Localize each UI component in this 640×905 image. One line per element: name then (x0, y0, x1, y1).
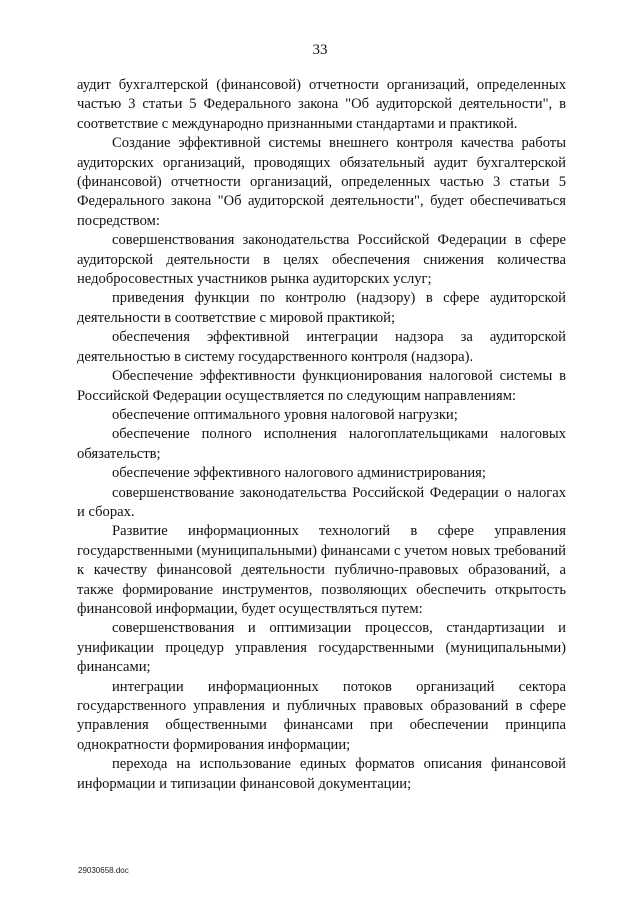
paragraph: интеграции информационных потоков организаций сектора государственного управления и публичных правовых образований в сфере управления общественными финансами при обеспечении принципа однократности формирования информации; (77, 678, 566, 753)
paragraph: обеспечение эффективного налогового администрирования; (112, 465, 486, 482)
file-name-footer: 29030658.doc (78, 866, 129, 875)
paragraph: Создание эффективной системы внешнего контроля качества работы аудиторских организаций, проводящих обязательный аудит бухгалтерской (финансовой) отчетности организаций, определенных частью 3 статьи 5 Федерального закона "Об аудиторской деятельности", будет обеспечиваться посредством: (77, 135, 566, 229)
paragraph: Развитие информационных технологий в сфере управления государственными (муниципальными) финансами с учетом новых требований к качеству финансовой деятельности публично-правовых образований, а также формирование инструментов, позволяющих обеспечить открытость финансовой информации, будет осуществляться путем: (77, 523, 566, 617)
paragraph: аудит бухгалтерской (финансовой) отчетности организаций, определенных частью 3 статьи 5 Федерального закона "Об аудиторской деятельности", в соответствие с международно признанными стандартами и практикой. (77, 77, 566, 132)
document-body (77, 76, 566, 794)
paragraph: совершенствования законодательства Российской Федерации в сфере аудиторской деятельности в целях обеспечения снижения количества недобросовестных участников рынка аудиторских услуг; (77, 232, 566, 288)
page-number: 33 (312, 42, 328, 58)
paragraph: обеспечение оптимального уровня налоговой нагрузки; (112, 406, 458, 423)
paragraph: приведения функции по контролю (надзору) в сфере аудиторской деятельности в соответствие с мировой практикой; (77, 290, 566, 326)
paragraph: обеспечение полного исполнения налогоплательщиками налоговых обязательств; (77, 426, 566, 462)
paragraph: перехода на использование единых форматов описания финансовой информации и типизации финансовой документации; (77, 756, 566, 792)
paragraph: обеспечения эффективной интеграции надзора за аудиторской деятельностью в систему государственного контроля (надзора). (77, 329, 566, 365)
paragraph: совершенствования и оптимизации процессов, стандартизации и унификации процедур управления государственными (муниципальными) финансами; (77, 620, 566, 676)
paragraph: совершенствование законодательства Российской Федерации о налогах и сборах. (77, 484, 566, 520)
paragraph: Обеспечение эффективности функционирования налоговой системы в Российской Федерации осуществляется по следующим направлениям: (77, 368, 566, 404)
